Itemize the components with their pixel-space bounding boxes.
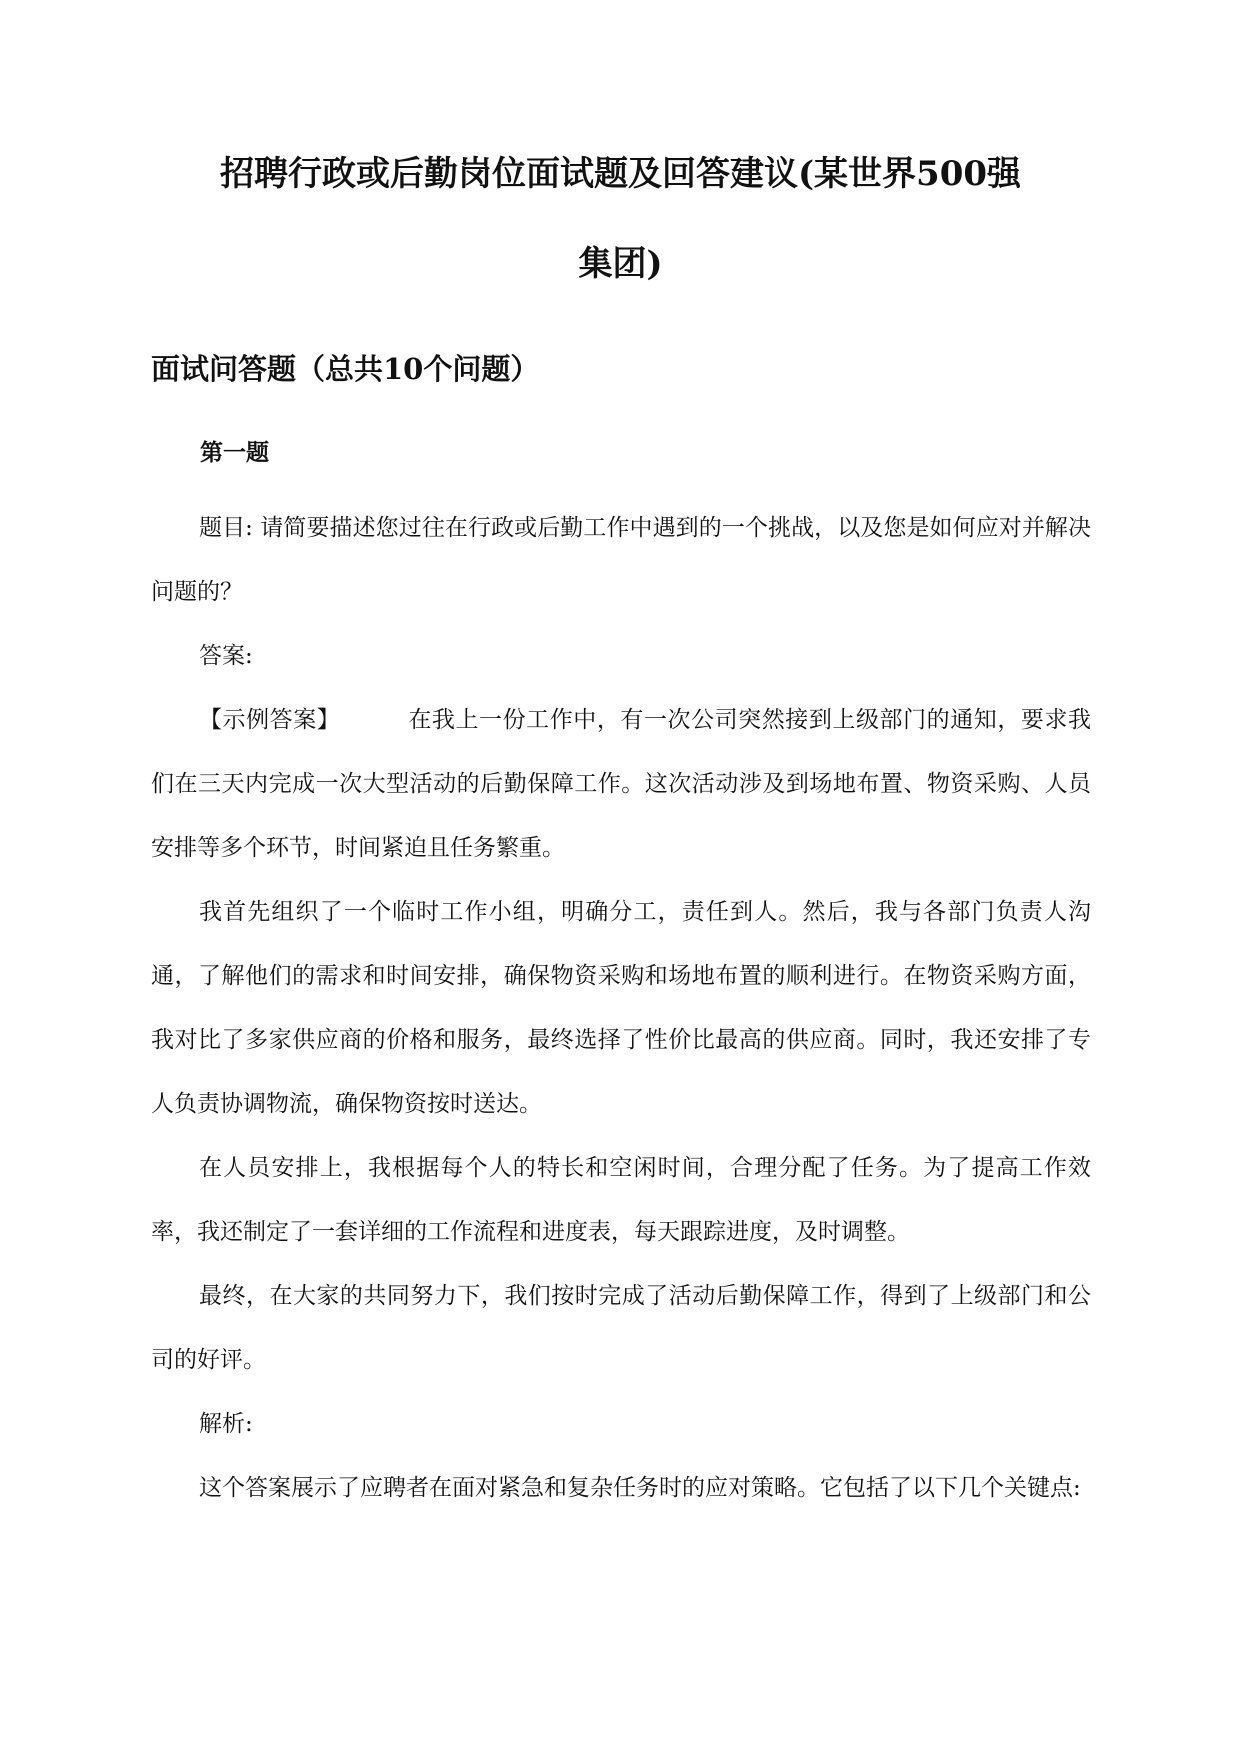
- sample-answer-paragraph: [151, 688, 1091, 880]
- sample-answer-tag: 【示例答案】: [199, 707, 341, 733]
- document-title-line-1: 招聘行政或后勤岗位面试题及回答建议(某世界500强: [219, 154, 1022, 194]
- question-label: 第一题: [200, 439, 269, 466]
- analysis-label: 解析:: [199, 1411, 253, 1437]
- sample-answer-text: 在我上一份工作中，有一次公司突然接到上级部门的通知，要求我们在三天内完成一次大型活动的后勤保障工作。这次活动涉及到场地布置、物资采购、人员安排等多个环节，时间紧迫且任务繁重。: [151, 707, 1092, 861]
- section-heading: 面试问答题（总共10个问题）: [151, 352, 540, 386]
- question-text: 题目: 请简要描述您过往在行政或后勤工作中遇到的一个挑战，以及您是如何应对并解决问题的？: [151, 515, 1091, 605]
- answer-paragraph-1: 我首先组织了一个临时工作小组，明确分工，责任到人。然后，我与各部门负责人沟通，了解他们的需求和时间安排，确保物资采购和场地布置的顺利进行。在物资采购方面，我对比了多家供应商的价格和服务，最终选择了性价比最高的供应商。同时，我还安排了专人负责协调物流，确保物资按时送达。: [151, 899, 1091, 1117]
- answer-label: 答案:: [199, 643, 253, 669]
- document-title-line-2: 集团): [578, 244, 663, 284]
- answer-paragraph-2: 在人员安排上，我根据每个人的特长和空闲时间，合理分配了任务。为了提高工作效率，我还制定了一套详细的工作流程和进度表，每天跟踪进度，及时调整。: [151, 1155, 1091, 1245]
- answer-paragraph-3: 最终，在大家的共同努力下，我们按时完成了活动后勤保障工作，得到了上级部门和公司的好评。: [151, 1283, 1091, 1373]
- analysis-text: 这个答案展示了应聘者在面对紧急和复杂任务时的应对策略。它包括了以下几个关键点:: [199, 1475, 1081, 1501]
